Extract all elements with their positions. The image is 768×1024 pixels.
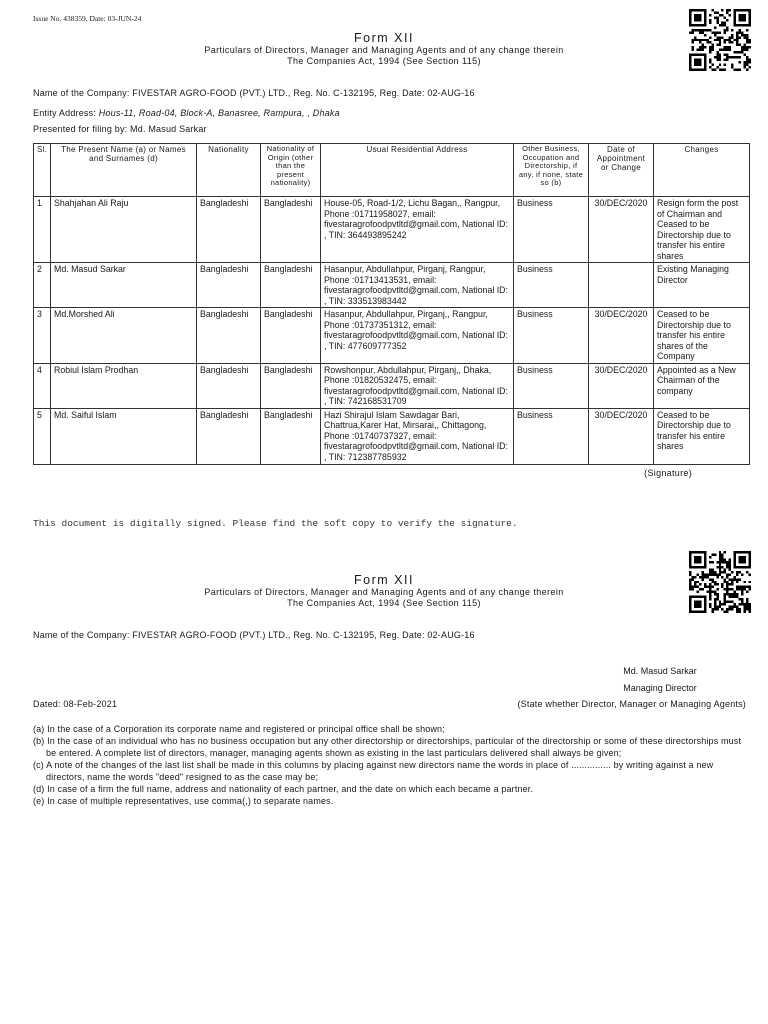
table-row [34,263,750,308]
cell-name: Shahjahan Ali Raju [51,197,197,263]
footnote-e: (e) In case of multiple representatives, use comma(,) to separate names. [33,796,334,806]
table-row [34,308,750,364]
cell-origin: Bangladeshi [261,263,321,308]
header-nationality: Nationality [197,144,261,197]
cell-address: House-05, Road-1/2, Lichu Bagan,, Rangpur, Phone :01711958027, email: fivestaragrofoodpvtltd@gmail.com, National ID: , TIN: 364493895242 [321,197,514,263]
companies-act-2: The Companies Act, 1994 (See Section 115) [287,598,481,608]
cell-sl: 5 [34,408,51,464]
table-row [34,363,750,408]
cell-business: Business [514,197,589,263]
cell-business: Business [514,363,589,408]
cell-date: 30/DEC/2020 [589,308,654,364]
cell-sl: 4 [34,363,51,408]
header-sl: Sl. [34,144,51,197]
footnote-d: (d) In case of a firm the full name, address and nationality of each partner, and the date on which each became a partner. [33,784,534,794]
cell-business: Business [514,408,589,464]
signer-title: Managing Director [623,683,697,693]
cell-date: 30/DEC/2020 [589,408,654,464]
cell-origin: Bangladeshi [261,363,321,408]
header-business: Other Business, Occupation and Directorship, if any, if none, state so (b) [514,144,589,197]
form-title-2: Form XII [354,573,414,587]
header-changes: Changes [654,144,750,197]
cell-changes: Appointed as a New Chairman of the company [654,363,750,408]
signature-label: (Signature) [644,468,692,478]
cell-origin: Bangladeshi [261,197,321,263]
cell-name: Md. Saiful Islam [51,408,197,464]
cell-origin: Bangladeshi [261,308,321,364]
form-subtitle-2: Particulars of Directors, Manager and Managing Agents and of any change therein [204,587,564,597]
footnote-c: (c) A note of the changes of the last list shall be made in this columns by placing against new directors name the words in place of ............... by writing against a new directors, name the words "deed" resigned to as the case may be; [33,760,714,782]
cell-date [589,263,654,308]
cell-date: 30/DEC/2020 [589,197,654,263]
company-name-line: Name of the Company: FIVESTAR AGRO-FOOD (PVT.) LTD., Reg. No. C-132195, Reg. Date: 02-AUG-16 [33,88,475,98]
cell-address: Hazi Shirajul Islam Sawdagar Bari, Chattrua,Karer Hat, Mirsarai,, Chittagong, Phone :01740737327, email: fivestaragrofoodpvtltd@gmail.com, National ID: , TIN: 712387785932 [321,408,514,464]
cell-changes: Resign form the post of Chairman and Ceased to be Directorship due to transfer his entire shares [654,197,750,263]
directors-table [33,143,750,465]
cell-nationality: Bangladeshi [197,363,261,408]
state-whether-label: (State whether Director, Manager or Managing Agents) [517,699,746,709]
cell-address: Hasanpur, Abdullahpur, Pirganj,, Rangpur, Phone :01737351312, email: fivestaragrofoodpvtltd@gmail.com, National ID: , TIN: 477609777352 [321,308,514,364]
form-subtitle: Particulars of Directors, Manager and Managing Agents and of any change therein [204,45,564,55]
footnote-a: (a) In the case of a Corporation its corporate name and registered or principal office shall be shown; [33,724,445,734]
presented-by-line: Presented for filing by: Md. Masud Sarkar [33,124,207,134]
table-header-row [34,144,750,197]
cell-nationality: Bangladeshi [197,308,261,364]
footnote-b: (b) In the case of an individual who has no business occupation but any other directorship or directorships, particular of the directorship or some of these directorships must be entered. A complete list of directors, manager, managing agents shown as existing in the last particulars delivered shall always be given; [33,736,742,758]
table-row [34,197,750,263]
entity-address-value: Hous-11, Road-04, Block-A, Banasree, Rampura, , Dhaka [98,108,340,118]
cell-address: Hasanpur, Abdullahpur, Pirganj, Rangpur, Phone :01713413531, email: fivestaragrofoodpvtltd@gmail.com, National ID: , TIN: 333513983442 [321,263,514,308]
digital-signature-note: This document is digitally signed. Please find the soft copy to verify the signature. [33,518,518,529]
cell-sl: 2 [34,263,51,308]
companies-act: The Companies Act, 1994 (See Section 115) [287,56,481,66]
header-address: Usual Residential Address [321,144,514,197]
dated-line: Dated: 08-Feb-2021 [33,699,118,709]
form-title: Form XII [354,31,414,45]
cell-address: Rowshonpur, Abdullahpur, Pirganj,, Dhaka, Phone :01820532475, email: fivestaragrofoodpvtltd@gmail.com, National ID: , TIN: 742168531709 [321,363,514,408]
cell-nationality: Bangladeshi [197,408,261,464]
header-name: The Present Name (a) or Names and Surnames (d) [51,144,197,197]
cell-name: Md. Masud Sarkar [51,263,197,308]
cell-name: Md.Morshed Ali [51,308,197,364]
cell-changes: Ceased to be Directorship due to transfer his entire shares [654,408,750,464]
cell-nationality: Bangladeshi [197,197,261,263]
cell-sl: 3 [34,308,51,364]
header-date: Date of Appointment or Change [589,144,654,197]
entity-address-line [33,108,340,118]
signer-name: Md. Masud Sarkar [623,666,697,676]
cell-sl: 1 [34,197,51,263]
header-origin: Nationality of Origin (other than the present nationality) [261,144,321,197]
footnotes [33,723,743,807]
entity-address-label: Entity Address: [33,108,99,118]
cell-business: Business [514,308,589,364]
cell-changes: Existing Managing Director [654,263,750,308]
issue-number: Issue No. 438359, Date: 03-JUN-24 [33,14,142,23]
cell-nationality: Bangladeshi [197,263,261,308]
table-row [34,408,750,464]
cell-name: Robiul Islam Prodhan [51,363,197,408]
cell-date: 30/DEC/2020 [589,363,654,408]
company-name-line-2: Name of the Company: FIVESTAR AGRO-FOOD (PVT.) LTD., Reg. No. C-132195, Reg. Date: 02-AUG-16 [33,630,475,640]
cell-origin: Bangladeshi [261,408,321,464]
cell-changes: Ceased to be Directorship due to transfer his entire shares of the Company [654,308,750,364]
cell-business: Business [514,263,589,308]
